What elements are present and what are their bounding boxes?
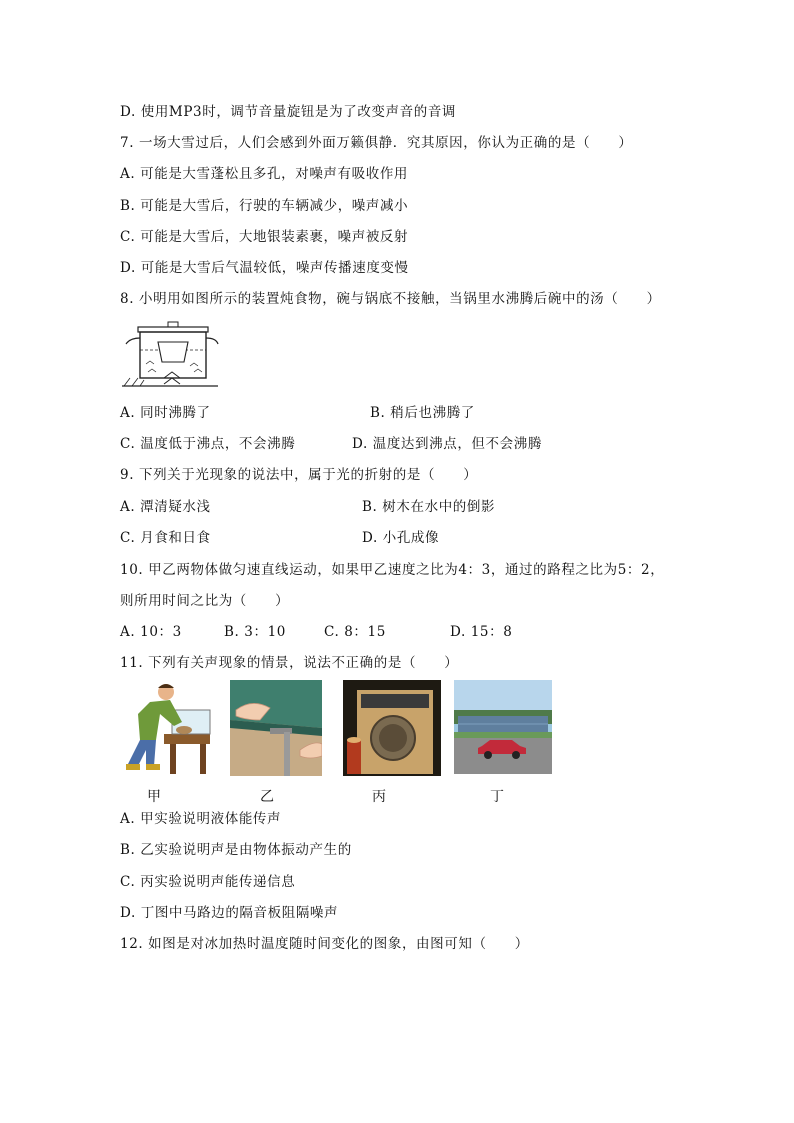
question-11: 11. 下列有关声现象的情景，说法不正确的是（ ） xyxy=(120,655,459,671)
pot-figure xyxy=(120,318,220,390)
figure-jia xyxy=(120,680,216,776)
figure-ding xyxy=(454,680,552,774)
q9-option-a: A. 潭清疑水浅 xyxy=(120,499,211,515)
q8-option-a: A. 同时沸腾了 xyxy=(120,405,211,421)
q7-option-a: A. 可能是大雪蓬松且多孔，对噪声有吸收作用 xyxy=(120,166,409,182)
q6-option-d: D. 使用MP3时，调节音量旋钮是为了改变声音的音调 xyxy=(120,104,457,120)
question-10: 10. 甲乙两物体做匀速直线运动，如果甲乙速度之比为4：3，通过的路程之比为5：2， xyxy=(120,562,665,578)
q9-option-b: B. 树木在水中的倒影 xyxy=(362,499,496,515)
question-7: 7. 一场大雪过后，人们会感到外面万籁俱静．究其原因，你认为正确的是（ ） xyxy=(120,135,633,151)
q7-option-d: D. 可能是大雪后气温较低，噪声传播速度变慢 xyxy=(120,260,409,276)
figure-yi xyxy=(230,680,322,776)
caption-bing: 丙 xyxy=(372,789,386,805)
q7-option-b: B. 可能是大雪后，行驶的车辆减少，噪声减小 xyxy=(120,198,409,214)
question-9: 9. 下列关于光现象的说法中，属于光的折射的是（ ） xyxy=(120,467,478,483)
question-12: 12. 如图是对冰加热时温度随时间变化的图象，由图可知（ ） xyxy=(120,936,529,952)
figure-bing xyxy=(343,680,441,776)
question-10-cont: 则所用时间之比为（ ） xyxy=(120,593,290,609)
caption-jia: 甲 xyxy=(147,789,161,805)
q7-option-c: C. 可能是大雪后，大地银装素裹，噪声被反射 xyxy=(120,229,409,245)
question-8: 8. 小明用如图所示的装置炖食物，碗与锅底不接触，当锅里水沸腾后碗中的汤（ ） xyxy=(120,291,661,307)
q10-option-a: A. 10：3 xyxy=(120,624,182,640)
q10-option-b: B. 3：10 xyxy=(224,624,286,640)
q10-option-d: D. 15：8 xyxy=(450,624,513,640)
caption-yi: 乙 xyxy=(260,789,274,805)
q8-option-c: C. 温度低于沸点，不会沸腾 xyxy=(120,436,296,452)
q9-option-c: C. 月食和日食 xyxy=(120,530,211,546)
q9-option-d: D. 小孔成像 xyxy=(362,530,440,546)
q8-option-d: D. 温度达到沸点，但不会沸腾 xyxy=(352,436,542,452)
q11-option-d: D. 丁图中马路边的隔音板阻隔噪声 xyxy=(120,905,339,921)
q8-option-b: B. 稍后也沸腾了 xyxy=(370,405,475,421)
q11-option-c: C. 丙实验说明声能传递信息 xyxy=(120,874,296,890)
q11-option-a: A. 甲实验说明液体能传声 xyxy=(120,811,282,827)
caption-ding: 丁 xyxy=(490,789,504,805)
q10-option-c: C. 8：15 xyxy=(324,624,386,640)
q11-option-b: B. 乙实验说明声是由物体振动产生的 xyxy=(120,842,352,858)
